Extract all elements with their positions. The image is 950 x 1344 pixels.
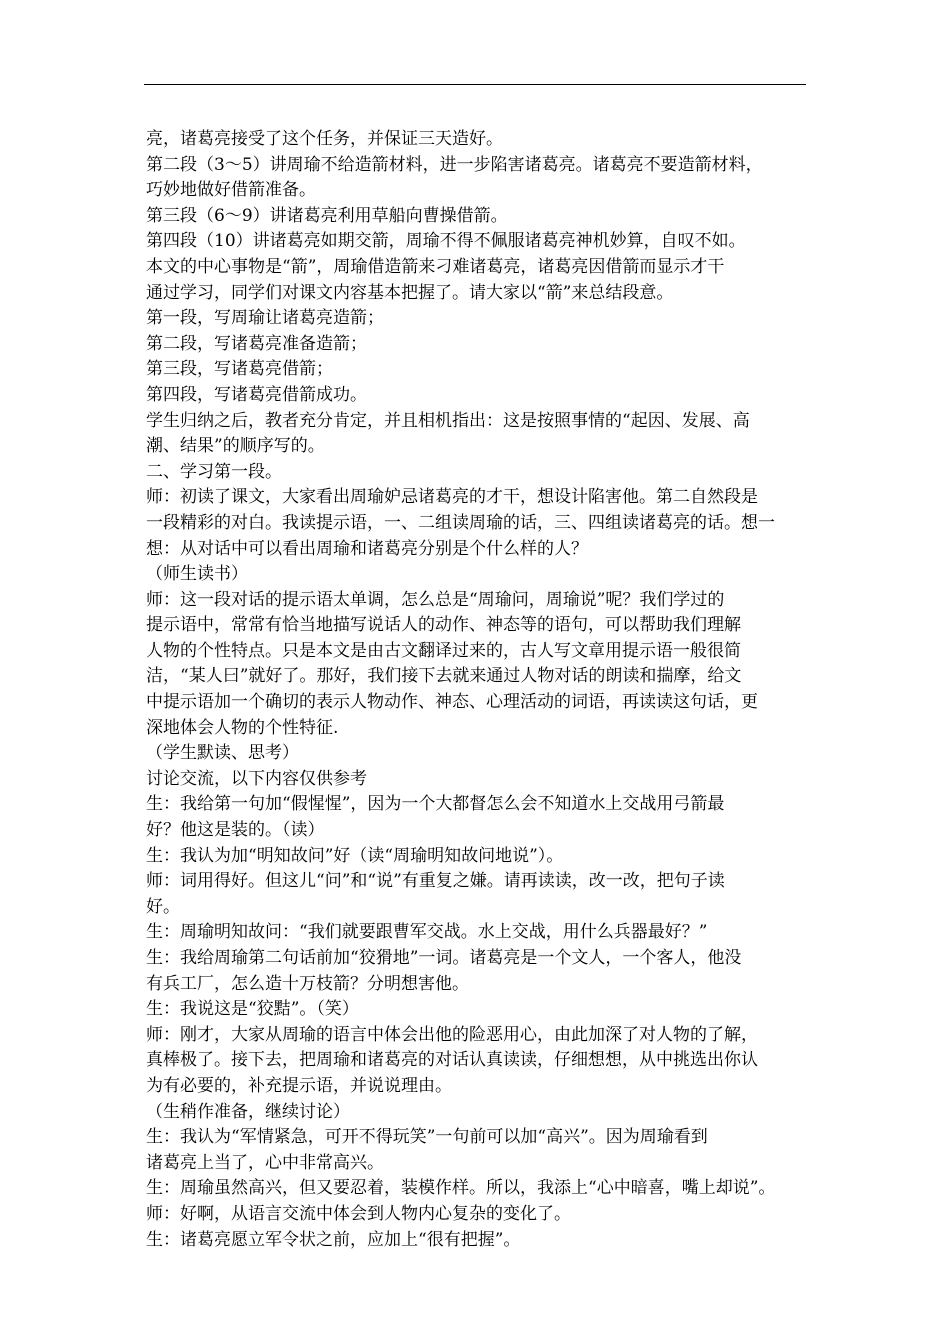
text-line: 师：初读了课文，大家看出周瑜妒忌诸葛亮的才干，想设计陷害他。第二自然段是 (146, 487, 758, 508)
text-line: 真棒极了。接下去，把周瑜和诸葛亮的对话认真读读，仔细想想，从中挑选出你认 (146, 1050, 758, 1071)
text-line: 生：周瑜明知故问：“我们就要跟曹军交战。水上交战，用什么兵器最好？” (146, 922, 708, 943)
text-line: 师：好啊，从语言交流中体会到人物内心复杂的变化了。 (146, 1203, 571, 1224)
text-line: 想：从对话中可以看出周瑜和诸葛亮分别是个什么样的人？ (146, 538, 588, 559)
text-line: 亮，诸葛亮接受了这个任务，并保证三天造好。 (146, 129, 503, 149)
text-line: 好。 (146, 896, 180, 917)
text-line: 第三段，写诸葛亮借箭； (146, 359, 333, 380)
text-line: 生：我给第一句加“假惺惺”，因为一个大都督怎么会不知道水上交战用弓箭最 (146, 794, 725, 815)
text-line: 第三段（6～9）讲诸葛亮利用草船向曹操借箭。 (146, 205, 508, 226)
text-line: 深地体会人物的个性特征. (146, 717, 339, 738)
document-body (146, 127, 808, 1253)
text-line: 诸葛亮上当了，心中非常高兴。 (146, 1152, 384, 1173)
text-line: 本文的中心事物是“箭”，周瑜借造箭来刁难诸葛亮，诸葛亮因借箭而显示才干 (146, 256, 725, 277)
text-line: 有兵工厂，怎么造十万枝箭？分明想害他。 (146, 973, 469, 994)
text-line: 为有必要的，补充提示语，并说说理由。 (146, 1075, 452, 1096)
text-line: 一段精彩的对白。我读提示语，一、二组读周瑜的话，三、四组读诸葛亮的话。想一 (146, 512, 775, 533)
text-line: 人物的个性特点。只是本文是由古文翻译过来的，古人写文章用提示语一般很简 (146, 640, 741, 661)
text-line: 提示语中，常常有恰当地描写说话人的动作、神态等的语句，可以帮助我们理解 (146, 615, 741, 636)
text-line: 洁，“某人曰”就好了。那好，我们接下去就来通过人物对话的朗读和揣摩，给文 (146, 666, 742, 687)
text-line: 师：刚才，大家从周瑜的语言中体会出他的险恶用心，由此加深了对人物的了解， (146, 1024, 758, 1045)
text-line: 通过学习，同学们对课文内容基本把握了。请大家以“箭”来总结段意。 (146, 282, 674, 303)
text-line: 学生归纳之后，教者充分肯定，并且相机指出：这是按照事情的“起因、发展、高 (146, 410, 750, 431)
text-line: 第四段（10）讲诸葛亮如期交箭，周瑜不得不佩服诸葛亮神机妙算，自叹不如。 (146, 231, 746, 252)
text-line: 生：我给周瑜第二句话前加“狡猾地”一词。诸葛亮是一个文人，一个客人，他没 (146, 948, 742, 968)
text-line: 第四段，写诸葛亮借箭成功。 (146, 384, 367, 405)
text-line: 讨论交流，以下内容仅供参考 (146, 768, 367, 789)
text-line: 生：我认为“军情紧急，可开不得玩笑”一句前可以加“高兴”。因为周瑜看到 (146, 1127, 708, 1148)
text-line: 巧妙地做好借箭准备。 (146, 180, 316, 201)
text-line: 师：这一段对话的提示语太单调，怎么总是“周瑜问，周瑜说”呢？我们学过的 (146, 589, 725, 610)
header-rule (144, 84, 806, 85)
text-line: 第一段，写周瑜让诸葛亮造箭； (146, 308, 384, 329)
text-line: 二、学习第一段。 (146, 461, 282, 482)
text-line: 生：我说这是“狡黠”。（笑） (146, 999, 359, 1020)
text-line: （学生默读、思考） (146, 743, 299, 764)
text-line: 生：周瑜虽然高兴，但又要忍着，装模作样。所以，我添上“心中暗喜，嘴上却说”。 (146, 1178, 776, 1199)
text-line: 潮、结果”的顺序写的。 (146, 436, 325, 457)
text-line: 第二段（3～5）讲周瑜不给造箭材料，进一步陷害诸葛亮。诸葛亮不要造箭材料， (146, 154, 763, 175)
text-line: 生：诸葛亮愿立军令状之前，应加上“很有把握”。 (146, 1229, 521, 1250)
text-line: 师：词用得好。但这儿“问”和“说”有重复之嫌。请再读读，改一改，把句子读 (146, 871, 725, 892)
text-line: （师生读书） (146, 564, 248, 585)
text-line: 好？他这是装的。（读） (146, 820, 325, 841)
text-line: 第二段，写诸葛亮准备造箭； (146, 333, 367, 354)
text-line: （生稍作准备，继续讨论） (146, 1101, 350, 1122)
text-line: 生：我认为加“明知故问”好（读“周瑜明知故问地说”）。 (146, 845, 564, 866)
text-line: 中提示语加一个确切的表示人物动作、神态、心理活动的词语，再读读这句话，更 (146, 692, 758, 713)
